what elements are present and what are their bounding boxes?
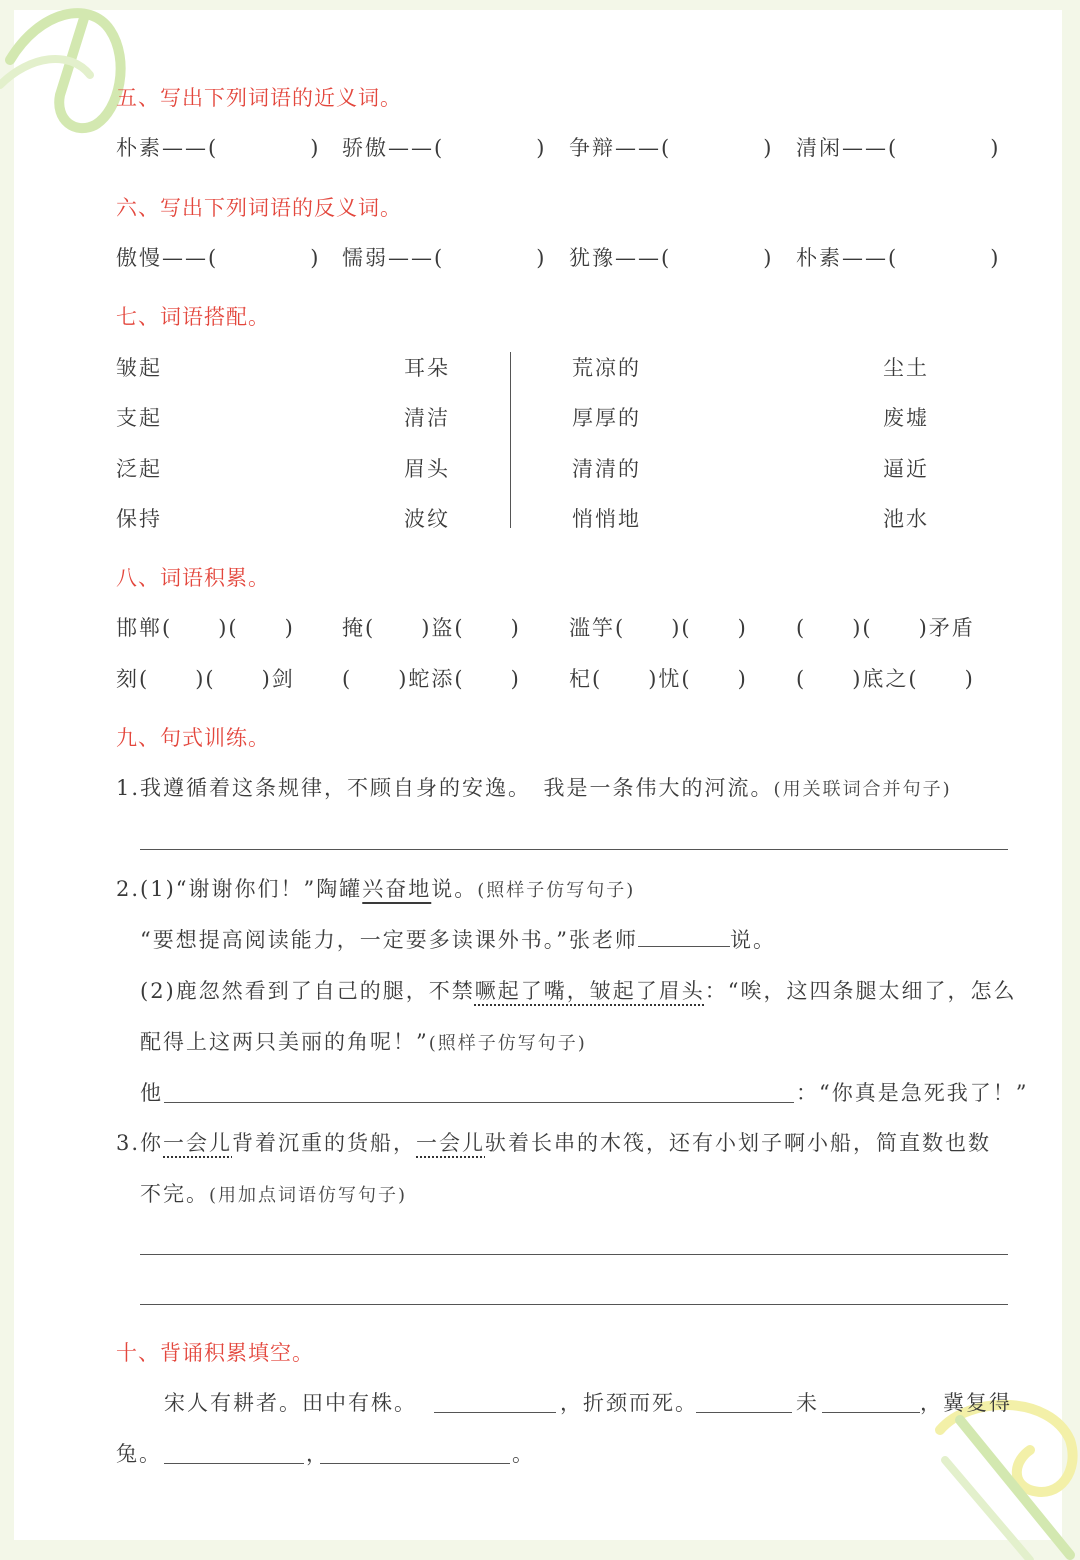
q3-pre: 3.你 [116, 1131, 164, 1155]
s7-left-word: 支起 [116, 406, 162, 430]
s10-p7: 。 [512, 1442, 535, 1466]
s7-left-target: 耳朵 [404, 356, 450, 380]
s7-right-word: 悄悄地 [572, 507, 641, 531]
s10-p5: 兔。 [116, 1442, 162, 1466]
s7-right-target: 废墟 [883, 406, 929, 430]
q2-2-answer-line[interactable] [164, 1102, 794, 1103]
s5-item-3: 争辩——( ) [569, 136, 774, 160]
s8-idiom: ( )底之( ) [796, 667, 975, 691]
q3-mid: 背着沉重的货船， [232, 1131, 417, 1155]
q3-note: (用加点词语仿写句子) [209, 1185, 408, 1206]
q3-answer-line-1[interactable] [140, 1254, 1008, 1255]
section-8-title: 八、词语积累。 [116, 566, 270, 590]
s5-item-2: 骄傲——( ) [342, 136, 547, 160]
q2-1-line-b: 说。 [729, 928, 776, 952]
s6-item-2: 懦弱——( ) [342, 246, 547, 270]
s10-blank-2[interactable] [696, 1412, 792, 1413]
q2-2-pre: (2)鹿忽然看到了自己的腿，不禁 [140, 979, 475, 1003]
s10-p1: 宋人有耕者。田中有株。 [164, 1391, 417, 1415]
q3-post: 驮着长串的木筏，还有小划子啊小船，简直数也数 [485, 1131, 992, 1155]
q2-2-he: 他 [140, 1081, 163, 1105]
s7-left-target: 清洁 [404, 406, 450, 430]
s8-idiom: 滥竽( )( ) [569, 616, 748, 640]
q2-1-line-a: “要想提高阅读能力，一定要多读课外书。”张老师 [140, 928, 638, 952]
q2-2-note: (照样子仿写句子) [428, 1033, 587, 1054]
s8-idiom: ( )蛇添( ) [342, 667, 521, 691]
s8-idiom: 邯郸( )( ) [116, 616, 295, 640]
q2-1-note: (照样子仿写句子) [477, 880, 636, 901]
q2-2-line2 [140, 1026, 587, 1056]
q2-1-blank[interactable] [638, 928, 730, 947]
s10-blank-3[interactable] [822, 1412, 920, 1413]
q3-emph-1: 一会儿 [163, 1131, 233, 1155]
s7-right-target: 逼近 [883, 457, 929, 481]
q2-1-emph: 兴奋地 [362, 877, 432, 901]
q2-1-post: 说。 [431, 877, 478, 901]
s10-p3: 未 [796, 1391, 819, 1415]
s7-left-word: 泛起 [116, 457, 162, 481]
s7-right-word: 荒凉的 [572, 356, 641, 380]
section-6-title: 六、写出下列词语的反义词。 [116, 196, 402, 220]
s8-idiom: 掩( )盗( ) [342, 616, 521, 640]
s10-p2: ，折颈而死。 [560, 1391, 698, 1415]
q2-2-line2-text: 配得上这两只美丽的角呢！” [140, 1030, 429, 1054]
q3-emph-2: 一会儿 [416, 1131, 486, 1155]
q1-note: (用关联词合并句子) [773, 779, 952, 800]
s10-p4: ，冀复得 [920, 1391, 1012, 1415]
s7-divider [510, 352, 511, 528]
s7-left-word: 保持 [116, 507, 162, 531]
s10-p6: ， [306, 1442, 329, 1466]
section-5-title: 五、写出下列词语的近义词。 [116, 86, 402, 110]
s8-idiom: 刻( )( )剑 [116, 667, 295, 691]
s6-item-3: 犹豫——( ) [569, 246, 774, 270]
s7-right-word: 清清的 [572, 457, 641, 481]
q2-1-answer-text [140, 924, 776, 954]
s7-right-target: 池水 [883, 507, 929, 531]
s10-blank-4[interactable] [164, 1463, 304, 1464]
q3-text [116, 1127, 991, 1157]
q1-answer-line[interactable] [140, 849, 1008, 850]
s6-item-4: 朴素——( ) [796, 246, 1001, 270]
s8-idiom: 杞( )忧( ) [569, 667, 748, 691]
q1-text [116, 772, 952, 802]
q2-2-text [140, 975, 1017, 1005]
s7-left-target: 波纹 [404, 507, 450, 531]
q2-1-pre: 2.(1)“谢谢你们！”陶罐 [116, 877, 363, 901]
s7-right-target: 尘土 [883, 356, 929, 380]
section-10-title: 十、背诵积累填空。 [116, 1341, 314, 1365]
s7-right-word: 厚厚的 [572, 406, 641, 430]
s6-item-1: 傲慢——( ) [116, 246, 321, 270]
q3-line2 [140, 1178, 407, 1208]
s10-blank-1[interactable] [434, 1412, 556, 1413]
s5-item-1: 朴素——( ) [116, 136, 321, 160]
q3-answer-line-2[interactable] [140, 1304, 1008, 1305]
s8-idiom: ( )( )矛盾 [796, 616, 975, 640]
q2-1-text [116, 873, 635, 903]
s10-blank-5[interactable] [320, 1463, 510, 1464]
section-9-title: 九、句式训练。 [116, 726, 270, 750]
section-7-title: 七、词语搭配。 [116, 305, 270, 329]
q2-2-quote: ：“你真是急死我了！” [796, 1081, 1029, 1105]
s7-left-target: 眉头 [404, 457, 450, 481]
q2-2-post: ：“唉，这四条腿太细了，怎么 [704, 979, 1017, 1003]
q2-2-emph: 噘起了嘴，皱起了眉头 [474, 979, 705, 1003]
s5-item-4: 清闲——( ) [796, 136, 1001, 160]
q3-line2-text: 不完。 [140, 1182, 209, 1206]
s7-left-word: 皱起 [116, 356, 162, 380]
q1-sentence: 1.我遵循着这条规律，不顾自身的安逸。 我是一条伟大的河流。 [116, 776, 774, 800]
